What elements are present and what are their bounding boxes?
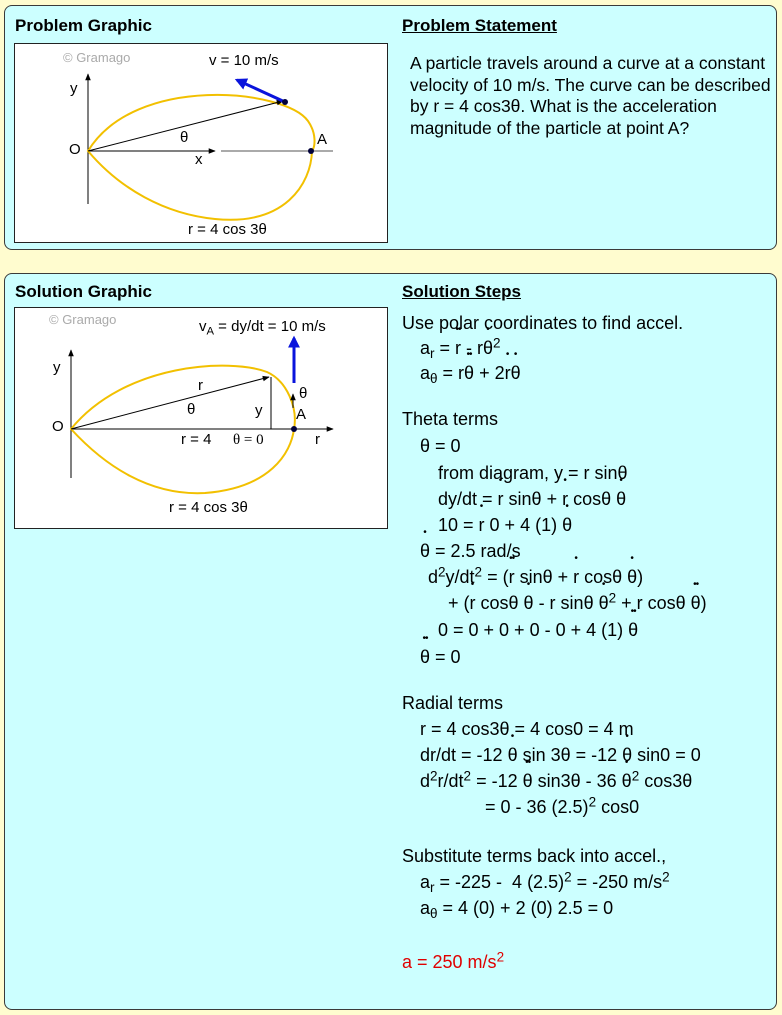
theta-value-label: θ = 0 [233,432,264,448]
radial-section-heading: Radial terms [402,693,504,713]
solution-graphic-heading: Solution Graphic [15,282,152,301]
eq-atheta: $a_\theta$ = r•• θ + 2• r• θ [420,362,521,384]
point-a [308,148,314,154]
eq-d2rdt2: $d^2r/dt^2 = -12$ •• θ sin3θ - 36 • $\theta^2$ cos3θ [420,770,692,792]
point-a [291,426,297,432]
radius-line [71,377,269,429]
curve-equation-label: r = 4 cos 3θ [169,499,248,516]
eq-d2ydt2: $d^2y/dt^2$ = (•• r sinθ + • r cosθ • θ) [428,566,643,588]
eq-dydt-sub: 10 = • r 0 + 4 (1) • θ [438,514,572,536]
eq-r: r = 4 cos3θ = 4 cos0 = 4 m [420,719,634,739]
step-substitute: Substitute terms back into accel., [402,846,667,866]
eq-d2ydt2-cont: + (• r cosθ • θ - r sinθ • $\theta^2 + r$ cosθ •• θ) [448,592,707,614]
y-axis-label: y [53,359,61,376]
theta-label: θ [187,401,196,418]
velocity-label: $v_A = dy/dt = 10$ m/s [199,318,326,338]
eq-thetaddot: •• θ = 0 [420,646,461,668]
x-axis-label: x [195,151,203,168]
eq-drdt: dr/dt = -12 • θ sin 3θ = -12 • θ sin0 = 0 [420,744,701,766]
y-segment-label: y [255,402,263,419]
step-from-diagram: from diagram, y = r sinθ [438,463,628,483]
eq-d2ydt2-sub: 0 = 0 + 0 + 0 - 0 + 4 (1) •• θ [438,619,638,641]
solution-panel [4,273,777,1010]
y-axis-label: y [70,80,78,97]
eq-thetadot: • θ = 2.5 rad/s [420,540,521,562]
origin-label: O [69,141,81,158]
r-axis-label: r [315,431,320,448]
step-intro: Use polar coordinates to find accel. [402,313,684,333]
r-value-label: r = 4 [181,431,212,448]
particle-point [282,99,288,105]
copyright-text: © Gramago [49,312,117,327]
step-theta-zero: θ = 0 [420,436,461,456]
point-a-label: A [296,406,307,423]
point-a-label: A [317,131,328,148]
origin-label: O [52,418,64,435]
theta-direction-label: θ [299,385,308,402]
theta-label: θ [180,129,189,146]
solution-diagram [15,308,389,530]
solution-figure [14,307,388,529]
problem-statement-heading: Problem Statement [402,16,557,35]
eq-dydt: dy/dt = • r sinθ + • r cosθ • θ [438,488,626,510]
eq-ar-result: $a_r = -225 - 4$ $(2.5)^2 = -250$ $m/s^2$ [420,869,670,896]
problem-figure [14,43,388,243]
radius-label: r [198,377,203,394]
eq-ar: $a_r$ = •• r - r• $\theta^2$ [420,337,501,359]
problem-statement-text: A particle travels around a curve at a constant velocity of 10 m/s. The curve can be described by r = 4 cos3θ. What is the acceleration magnitude of the particle at point A? [410,53,771,138]
eq-d2rdt2-sub: = 0 - 36 $(2.5)^2$ cos0 [485,794,640,817]
curve-equation-label: r = 4 cos 3θ [188,221,267,238]
theta-section-heading: Theta terms [402,409,499,429]
velocity-label: v = 10 m/s [209,52,279,69]
final-answer: a = 250 $m/s^2$ [402,949,505,972]
solution-steps-heading: Solution Steps [402,282,521,301]
problem-graphic-heading: Problem Graphic [15,16,152,35]
problem-panel [4,5,777,250]
eq-atheta-result: $a_\theta = 4$ (0) + 2 (0) 2.5 = 0 [420,898,614,922]
copyright-text: © Gramago [63,50,131,65]
